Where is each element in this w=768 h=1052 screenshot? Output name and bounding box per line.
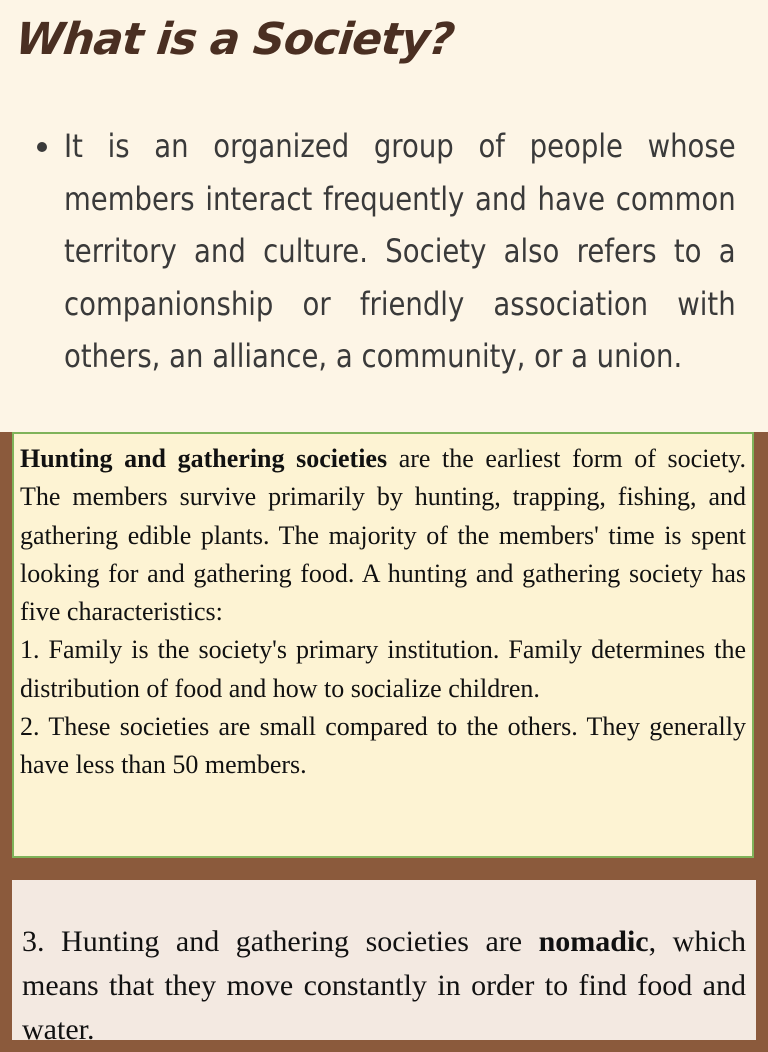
slide-image [0,0,768,432]
bullet-dot-icon [37,142,47,152]
nomadic-panel [12,880,756,1046]
slide-title: What is a Society? [13,14,457,65]
panel-intro-bold: Hunting and gathering societies [20,444,388,473]
characteristic-2: 2. These societies are small compared to the others. They generally have less than 50 members. [20,712,746,780]
hunting-gathering-panel [12,432,754,858]
characteristic-1: 1. Family is the society's primary institution. Family determines the distribution of food and how to socialize children. [20,635,746,703]
characteristic-3-bold: nomadic [538,925,649,958]
characteristic-3-start: 3. Hunting and gathering societies are [22,925,539,958]
characteristic-3-rest: , which means that they move constantly in order to find food and water. [22,925,746,1046]
characteristic-3 [22,920,746,1052]
panel-intro-paragraph [20,440,746,631]
panel-intro-text: are the earliest form of society. The members survive primarily by hunting, trapping, fishing, and gathering edible plants. The majority of the members' time is spent looking for and gathering food. A hunting and gathering society has five characteristics: [20,444,746,627]
bullet-text: It is an organized group of people whose members interact frequently and have common territory and culture. Society also refers to a companionship or friendly association with others, an alliance, a community, or a union. [64,127,736,375]
